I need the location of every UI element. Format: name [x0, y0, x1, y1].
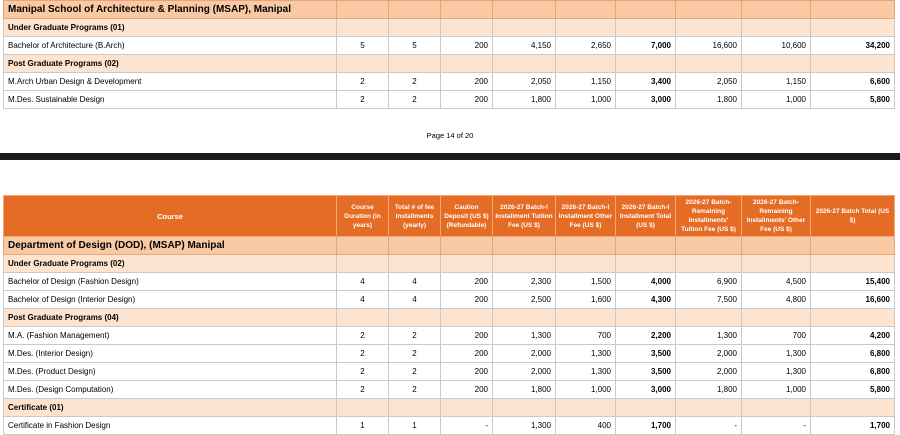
course-name: Certificate in Fashion Design — [4, 417, 337, 435]
remaining-tuition: 6,900 — [676, 273, 742, 291]
duration: 2 — [337, 73, 389, 91]
course-name: Bachelor of Architecture (B.Arch) — [4, 37, 337, 55]
batch1-tuition: 4,150 — [493, 37, 556, 55]
caution-deposit: 200 — [441, 37, 493, 55]
empty-cell — [441, 1, 493, 19]
batch1-tuition: 2,050 — [493, 73, 556, 91]
empty-cell — [441, 19, 493, 37]
fee-table-msap — [3, 0, 895, 109]
empty-cell — [389, 237, 441, 255]
empty-cell — [389, 55, 441, 73]
caution-deposit: - — [441, 417, 493, 435]
empty-cell — [337, 255, 389, 273]
empty-cell — [811, 55, 895, 73]
remaining-other: 4,800 — [742, 291, 811, 309]
remaining-other: 4,500 — [742, 273, 811, 291]
course-name: Bachelor of Design (Fashion Design) — [4, 273, 337, 291]
empty-cell — [742, 309, 811, 327]
empty-cell — [389, 1, 441, 19]
empty-cell — [556, 1, 616, 19]
duration: 2 — [337, 91, 389, 109]
duration: 5 — [337, 37, 389, 55]
empty-cell — [811, 237, 895, 255]
empty-cell — [556, 19, 616, 37]
remaining-other: 1,300 — [742, 345, 811, 363]
installments: 2 — [389, 363, 441, 381]
empty-cell — [811, 19, 895, 37]
batch1-other: 1,300 — [556, 345, 616, 363]
remaining-other: 1,000 — [742, 381, 811, 399]
empty-cell — [493, 55, 556, 73]
empty-cell — [811, 399, 895, 417]
empty-cell — [556, 309, 616, 327]
table-row — [4, 91, 895, 109]
duration: 2 — [337, 345, 389, 363]
department-header — [4, 237, 895, 255]
column-header: Total # of fee installments (yearly) — [389, 196, 441, 237]
course-name: M.Des. Sustainable Design — [4, 91, 337, 109]
remaining-other: 1,000 — [742, 91, 811, 109]
column-header: Course Duration (in years) — [337, 196, 389, 237]
program-group — [4, 19, 895, 37]
duration: 2 — [337, 363, 389, 381]
batch1-total: 3,400 — [616, 73, 676, 91]
remaining-tuition: 1,800 — [676, 91, 742, 109]
batch1-tuition: 2,300 — [493, 273, 556, 291]
empty-cell — [556, 399, 616, 417]
remaining-other: 700 — [742, 327, 811, 345]
course-name: M.Arch Urban Design & Development — [4, 73, 337, 91]
batch1-tuition: 2,000 — [493, 345, 556, 363]
batch1-tuition: 2,500 — [493, 291, 556, 309]
empty-cell — [493, 255, 556, 273]
empty-cell — [556, 55, 616, 73]
batch-total: 1,700 — [811, 417, 895, 435]
remaining-tuition: - — [676, 417, 742, 435]
installments: 1 — [389, 417, 441, 435]
remaining-other: 1,300 — [742, 363, 811, 381]
empty-cell — [676, 19, 742, 37]
batch-total: 6,800 — [811, 345, 895, 363]
batch1-total: 3,500 — [616, 345, 676, 363]
caution-deposit: 200 — [441, 91, 493, 109]
caution-deposit: 200 — [441, 345, 493, 363]
batch1-total: 3,500 — [616, 363, 676, 381]
school-header-label: Manipal School of Architecture & Planning (MSAP), Manipal — [4, 1, 337, 19]
batch1-total: 3,000 — [616, 381, 676, 399]
empty-cell — [742, 237, 811, 255]
caution-deposit: 200 — [441, 363, 493, 381]
batch1-other: 2,650 — [556, 37, 616, 55]
column-header: Course — [4, 196, 337, 237]
empty-cell — [616, 19, 676, 37]
column-header: 2026-27 Batch-Remaining Installments' Tuition Fee (US $) — [676, 196, 742, 237]
batch1-tuition: 1,300 — [493, 327, 556, 345]
empty-cell — [742, 1, 811, 19]
caution-deposit: 200 — [441, 381, 493, 399]
batch1-total: 7,000 — [616, 37, 676, 55]
table-row — [4, 37, 895, 55]
empty-cell — [742, 55, 811, 73]
empty-cell — [811, 309, 895, 327]
remaining-tuition: 1,300 — [676, 327, 742, 345]
table-row — [4, 363, 895, 381]
table-row — [4, 417, 895, 435]
batch-total: 5,800 — [811, 381, 895, 399]
program-group-label: Under Graduate Programs (02) — [4, 255, 337, 273]
course-name: M.Des. (Product Design) — [4, 363, 337, 381]
program-group-label: Under Graduate Programs (01) — [4, 19, 337, 37]
empty-cell — [676, 399, 742, 417]
empty-cell — [389, 399, 441, 417]
empty-cell — [389, 255, 441, 273]
duration: 4 — [337, 291, 389, 309]
column-header: 2026-27 Batch Total (US $) — [811, 196, 895, 237]
empty-cell — [337, 399, 389, 417]
empty-cell — [616, 1, 676, 19]
empty-cell — [337, 55, 389, 73]
empty-cell — [389, 309, 441, 327]
empty-cell — [811, 1, 895, 19]
caution-deposit: 200 — [441, 291, 493, 309]
batch1-total: 2,200 — [616, 327, 676, 345]
empty-cell — [811, 255, 895, 273]
empty-cell — [493, 19, 556, 37]
school-header — [4, 1, 895, 19]
program-group-label: Post Graduate Programs (04) — [4, 309, 337, 327]
empty-cell — [676, 1, 742, 19]
remaining-other: - — [742, 417, 811, 435]
batch1-total: 4,300 — [616, 291, 676, 309]
course-name: Bachelor of Design (Interior Design) — [4, 291, 337, 309]
remaining-tuition: 2,000 — [676, 363, 742, 381]
caution-deposit: 200 — [441, 73, 493, 91]
empty-cell — [742, 255, 811, 273]
batch1-tuition: 2,000 — [493, 363, 556, 381]
program-group — [4, 309, 895, 327]
empty-cell — [441, 309, 493, 327]
page-number: Page 14 of 20 — [426, 131, 474, 140]
batch1-other: 700 — [556, 327, 616, 345]
batch1-tuition: 1,800 — [493, 91, 556, 109]
empty-cell — [616, 399, 676, 417]
table-header-row — [4, 196, 895, 237]
column-header: 2026-27 Batch-Remaining Installments' Other Fee (US $) — [742, 196, 811, 237]
batch1-tuition: 1,800 — [493, 381, 556, 399]
batch1-other: 1,000 — [556, 91, 616, 109]
batch-total: 6,600 — [811, 73, 895, 91]
column-header: Caution Deposit (US $) (Refundable) — [441, 196, 493, 237]
duration: 1 — [337, 417, 389, 435]
installments: 2 — [389, 327, 441, 345]
installments: 2 — [389, 381, 441, 399]
course-name: M.Des. (Design Computation) — [4, 381, 337, 399]
empty-cell — [337, 19, 389, 37]
empty-cell — [676, 255, 742, 273]
program-group-label: Post Graduate Programs (02) — [4, 55, 337, 73]
batch1-total: 3,000 — [616, 91, 676, 109]
table-row — [4, 381, 895, 399]
empty-cell — [556, 255, 616, 273]
page-divider — [0, 153, 900, 160]
empty-cell — [441, 255, 493, 273]
empty-cell — [493, 309, 556, 327]
batch-total: 16,600 — [811, 291, 895, 309]
column-header: 2026-27 Batch-I Installment Tuition Fee (US $) — [493, 196, 556, 237]
program-group — [4, 255, 895, 273]
empty-cell — [616, 55, 676, 73]
program-group-label: Certificate (01) — [4, 399, 337, 417]
program-group — [4, 55, 895, 73]
duration: 2 — [337, 327, 389, 345]
remaining-tuition: 2,050 — [676, 73, 742, 91]
batch1-other: 1,600 — [556, 291, 616, 309]
empty-cell — [337, 1, 389, 19]
course-name: M.A. (Fashion Management) — [4, 327, 337, 345]
empty-cell — [676, 237, 742, 255]
table-row — [4, 327, 895, 345]
remaining-other: 1,150 — [742, 73, 811, 91]
table-row — [4, 73, 895, 91]
empty-cell — [441, 399, 493, 417]
caution-deposit: 200 — [441, 273, 493, 291]
batch1-other: 400 — [556, 417, 616, 435]
empty-cell — [742, 399, 811, 417]
table-row — [4, 291, 895, 309]
empty-cell — [616, 237, 676, 255]
caution-deposit: 200 — [441, 327, 493, 345]
table-row — [4, 273, 895, 291]
empty-cell — [556, 237, 616, 255]
program-group — [4, 399, 895, 417]
installments: 2 — [389, 73, 441, 91]
batch-total: 15,400 — [811, 273, 895, 291]
empty-cell — [493, 237, 556, 255]
fee-table-dod — [3, 195, 895, 435]
batch1-other: 1,000 — [556, 381, 616, 399]
batch1-total: 4,000 — [616, 273, 676, 291]
empty-cell — [616, 255, 676, 273]
installments: 2 — [389, 345, 441, 363]
installments: 4 — [389, 273, 441, 291]
batch-total: 4,200 — [811, 327, 895, 345]
empty-cell — [337, 237, 389, 255]
empty-cell — [493, 1, 556, 19]
department-header-label: Department of Design (DOD), (MSAP) Manipal — [4, 237, 337, 255]
empty-cell — [441, 55, 493, 73]
batch1-other: 1,500 — [556, 273, 616, 291]
column-header: 2026-27 Batch-I Installment Total (US $) — [616, 196, 676, 237]
remaining-tuition: 1,800 — [676, 381, 742, 399]
batch1-tuition: 1,300 — [493, 417, 556, 435]
batch-total: 5,800 — [811, 91, 895, 109]
empty-cell — [337, 309, 389, 327]
duration: 4 — [337, 273, 389, 291]
installments: 5 — [389, 37, 441, 55]
empty-cell — [676, 309, 742, 327]
batch1-other: 1,300 — [556, 363, 616, 381]
remaining-tuition: 16,600 — [676, 37, 742, 55]
remaining-tuition: 7,500 — [676, 291, 742, 309]
remaining-other: 10,600 — [742, 37, 811, 55]
duration: 2 — [337, 381, 389, 399]
batch-total: 6,800 — [811, 363, 895, 381]
empty-cell — [441, 237, 493, 255]
installments: 4 — [389, 291, 441, 309]
course-name: M.Des. (Interior Design) — [4, 345, 337, 363]
empty-cell — [493, 399, 556, 417]
batch1-other: 1,150 — [556, 73, 616, 91]
table-row — [4, 345, 895, 363]
batch1-total: 1,700 — [616, 417, 676, 435]
batch-total: 34,200 — [811, 37, 895, 55]
column-header: 2026-27 Batch-I Installment Other Fee (US $) — [556, 196, 616, 237]
installments: 2 — [389, 91, 441, 109]
remaining-tuition: 2,000 — [676, 345, 742, 363]
empty-cell — [389, 19, 441, 37]
empty-cell — [742, 19, 811, 37]
empty-cell — [676, 55, 742, 73]
empty-cell — [616, 309, 676, 327]
